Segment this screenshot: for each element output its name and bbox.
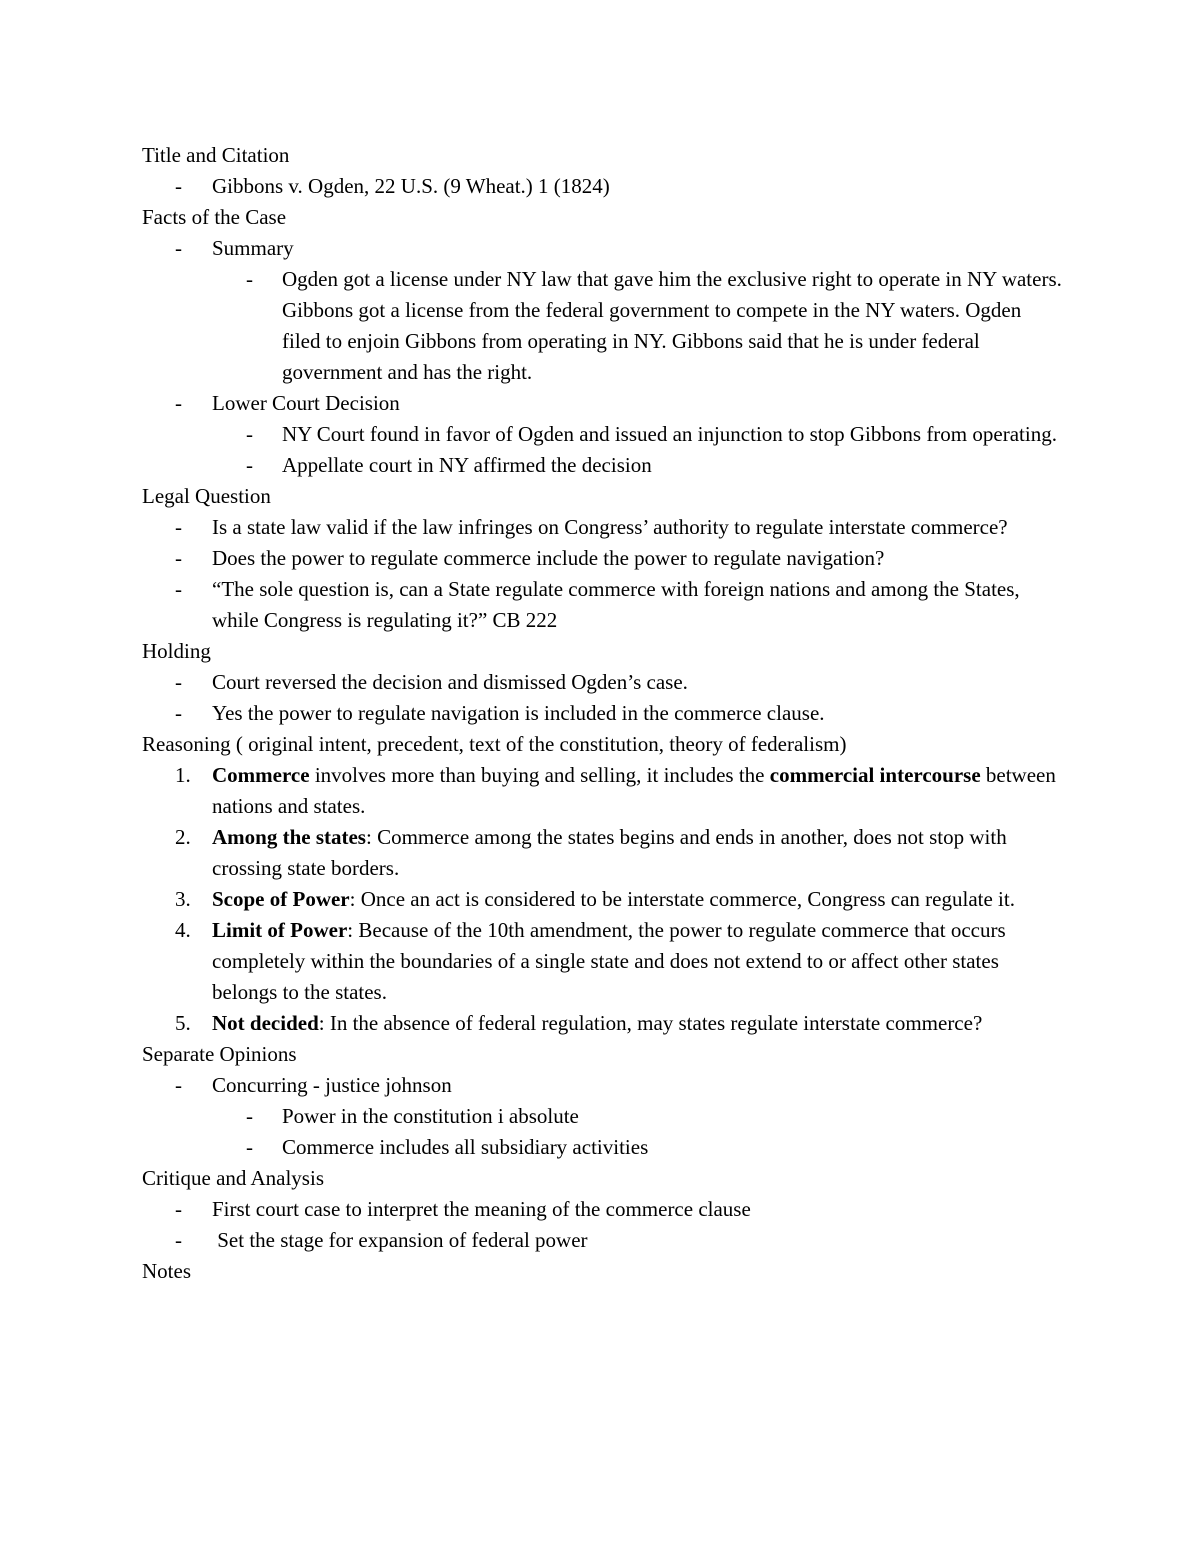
list-item: - Power in the constitution i absolute (142, 1101, 1062, 1132)
dash-marker: - (175, 1197, 182, 1221)
reasoning-list (142, 760, 1062, 1039)
critique-list (142, 1194, 1062, 1256)
list-item: - Gibbons v. Ogden, 22 U.S. (9 Wheat.) 1 (1824) (142, 171, 1062, 202)
dash-marker: - (175, 391, 182, 415)
number-marker: 3. (175, 887, 191, 911)
list-item: 3. Scope of Power: Once an act is considered to be interstate commerce, Congress can regulate it. (142, 884, 1062, 915)
facts-list-continued (142, 388, 1062, 419)
list-item: - Ogden got a license under NY law that gave him the exclusive right to operate in NY waters. Gibbons got a license from the federal government to compete in the NY waters. Ogden filed to enjoin Gibbons from operating in NY. Gibbons said that he is under federal government and has the right. (142, 264, 1062, 388)
dash-marker: - (246, 453, 253, 477)
dash-marker: - (175, 546, 182, 570)
section-heading-title-citation: Title and Citation (142, 143, 290, 167)
concurring-sublist (142, 1101, 1062, 1163)
dash-marker: - (175, 236, 182, 260)
dash-marker: - (175, 577, 182, 601)
list-item: - Appellate court in NY affirmed the decision (142, 450, 1062, 481)
document-body (142, 140, 1062, 1287)
list-item-lower-court: - Lower Court Decision (142, 388, 1062, 419)
list-item: - Is a state law valid if the law infringes on Congress’ authority to regulate interstate commerce? (142, 512, 1062, 543)
list-item: - “The sole question is, can a State regulate commerce with foreign nations and among the States, while Congress is regulating it?” CB 222 (142, 574, 1062, 636)
dash-marker: - (246, 267, 253, 291)
number-marker: 4. (175, 918, 191, 942)
number-marker: 1. (175, 763, 191, 787)
list-item: - Set the stage for expansion of federal power (142, 1225, 1062, 1256)
section-heading-legal-question: Legal Question (142, 484, 271, 508)
separate-opinions-list (142, 1070, 1062, 1101)
number-marker: 2. (175, 825, 191, 849)
list-item: 2. Among the states: Commerce among the states begins and ends in another, does not stop with crossing state borders. (142, 822, 1062, 884)
number-marker: 5. (175, 1011, 191, 1035)
section-heading-reasoning: Reasoning ( original intent, precedent, text of the constitution, theory of federalism) (142, 732, 847, 756)
section-heading-notes: Notes (142, 1259, 191, 1283)
list-item: 1. Commerce involves more than buying and selling, it includes the commercial intercourse between nations and states. (142, 760, 1062, 822)
section-heading-critique: Critique and Analysis (142, 1166, 324, 1190)
list-item: - Court reversed the decision and dismissed Ogden’s case. (142, 667, 1062, 698)
list-item: 4. Limit of Power: Because of the 10th amendment, the power to regulate commerce that occurs completely within the boundaries of a single state and does not extend to or affect other states belongs to the states. (142, 915, 1062, 1008)
section-heading-holding: Holding (142, 639, 211, 663)
list-item: - NY Court found in favor of Ogden and issued an injunction to stop Gibbons from operating. (142, 419, 1062, 450)
holding-list (142, 667, 1062, 729)
lower-court-sublist (142, 419, 1062, 481)
dash-marker: - (175, 1228, 182, 1252)
list-item: - Yes the power to regulate navigation is included in the commerce clause. (142, 698, 1062, 729)
dash-marker: - (246, 422, 253, 446)
list-item-concurring: - Concurring - justice johnson (142, 1070, 1062, 1101)
section-heading-separate-opinions: Separate Opinions (142, 1042, 297, 1066)
list-item: 5. Not decided: In the absence of federal regulation, may states regulate interstate commerce? (142, 1008, 1062, 1039)
facts-list (142, 233, 1062, 264)
legal-question-list (142, 512, 1062, 636)
section-heading-facts: Facts of the Case (142, 205, 287, 229)
summary-sublist (142, 264, 1062, 388)
list-item: - Does the power to regulate commerce include the power to regulate navigation? (142, 543, 1062, 574)
dash-marker: - (246, 1135, 253, 1159)
dash-marker: - (175, 701, 182, 725)
dash-marker: - (175, 1073, 182, 1097)
list-item: - First court case to interpret the meaning of the commerce clause (142, 1194, 1062, 1225)
dash-marker: - (246, 1104, 253, 1128)
list-item: - Commerce includes all subsidiary activities (142, 1132, 1062, 1163)
dash-marker: - (175, 515, 182, 539)
title-citation-list (142, 171, 1062, 202)
list-item-summary: - Summary (142, 233, 1062, 264)
dash-marker: - (175, 174, 182, 198)
dash-marker: - (175, 670, 182, 694)
